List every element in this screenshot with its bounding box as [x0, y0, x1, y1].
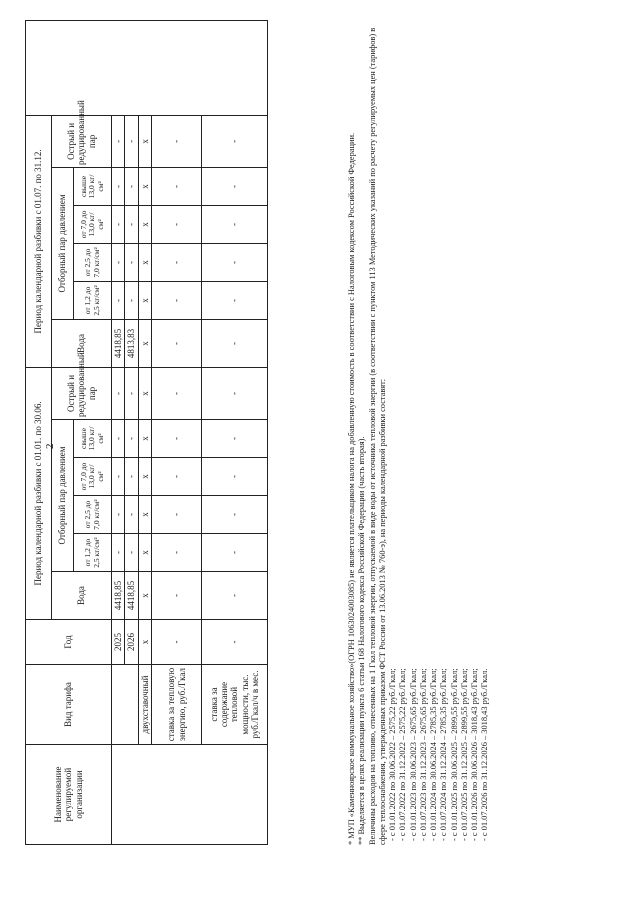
- table-cell: -: [202, 205, 268, 243]
- table-cell: х: [138, 281, 151, 319]
- table-cell: -: [112, 281, 125, 319]
- table-cell: -: [125, 243, 138, 281]
- table-cell: -: [112, 458, 125, 496]
- table-cell: -: [152, 458, 202, 496]
- table-cell: -: [152, 205, 202, 243]
- tariff-cell: ставка за содержание тепловой мощности, тыс. руб./Гкал/ч в мес.: [202, 665, 268, 745]
- header-water-p2: Вода: [52, 319, 112, 367]
- table-cell: х: [138, 243, 151, 281]
- header-steam-range-p1: свыше 13,0 кг/см²: [74, 420, 112, 458]
- header-steam-group-p1: Отборный пар давлением: [52, 420, 74, 572]
- header-period-1: Период календарной разбивки с 01.01. по 30.06.: [26, 367, 52, 619]
- table-cell: -: [112, 420, 125, 458]
- table-cell: х: [138, 319, 151, 367]
- header-steam-range-p1: от 2,5 до 7,0 кг/см²: [74, 496, 112, 534]
- header-steam-range-p2: от 7,0 до 13,0 кг/см²: [74, 205, 112, 243]
- fuel-cost-item: - с 01.07.2022 по 31.12.2022 – 2575,22 руб./Гкал;: [398, 668, 408, 841]
- tariff-table-body: [26, 20, 268, 844]
- table-cell: -: [202, 572, 268, 620]
- table-cell: -: [152, 319, 202, 367]
- header-sharp-steam-p1: Острый и редуцированный пар: [52, 367, 112, 419]
- table-cell: х: [138, 534, 151, 572]
- table-cell: -: [152, 420, 202, 458]
- table-cell: -: [112, 115, 125, 167]
- year-cell: 2025: [112, 620, 125, 665]
- table-cell: х: [138, 167, 151, 205]
- table-cell: х: [138, 367, 151, 419]
- table-cell: -: [112, 167, 125, 205]
- fuel-cost-item: - с 01.01.2024 по 30.06.2024 – 2785,35 руб./Гкал;: [429, 668, 438, 841]
- fuel-cost-item: - с 01.07.2023 по 31.12.2023 – 2675,65 руб./Гкал;: [418, 668, 428, 841]
- header-year: Год: [26, 620, 112, 665]
- header-steam-range-p2: от 2,5 до 7,0 кг/см²: [74, 243, 112, 281]
- table-cell: -: [202, 534, 268, 572]
- table-cell: -: [202, 115, 268, 167]
- year-cell: 2026: [125, 620, 138, 665]
- header-steam-group-p2: Отборный пар давлением: [52, 167, 74, 319]
- year-cell: х: [138, 620, 151, 665]
- table-cell: -: [112, 205, 125, 243]
- tariff-cell: ставка за тепловую энергию, руб./Гкал: [152, 665, 202, 745]
- table-cell: 4418,85: [112, 572, 125, 620]
- fuel-cost-item: - с 01.01.2023 по 30.06.2023 – 2675,65 руб./Гкал;: [408, 668, 418, 841]
- year-cell: -: [202, 620, 268, 665]
- table-cell: -: [152, 572, 202, 620]
- tariff-cell-blank: [112, 665, 139, 745]
- table-cell: х: [138, 205, 151, 243]
- header-steam-range-p2: свыше 13,0 кг/см²: [74, 167, 112, 205]
- table-cell: -: [202, 496, 268, 534]
- fuel-cost-item: - с 01.01.2025 по 30.06.2025 – 2899,55 руб./Гкал;: [449, 668, 459, 841]
- header-org: Наименование регулируемой организации: [26, 745, 112, 845]
- table-cell: -: [125, 458, 138, 496]
- table-cell: -: [202, 281, 268, 319]
- table-cell: 4418,85: [112, 319, 125, 367]
- table-cell: -: [152, 167, 202, 205]
- table-cell: 4813,83: [125, 319, 138, 367]
- table-cell: -: [125, 115, 138, 167]
- table-cell: 4418,85: [125, 572, 138, 620]
- table-cell: -: [125, 367, 138, 419]
- header-steam-range-p1: от 1,2 до 2,5 кг/см²: [74, 534, 112, 572]
- fuel-cost-item: - с 01.01.2026 по 30.06.2026 – 3018,43 руб./Гкал;: [470, 668, 479, 841]
- footnote-fuel-costs: Величины расходов на топливо, отнесенных на 1 Гкал тепловой энергии, отпускаемой в виде воды от источника тепловой энергии (в соответствии с пунктом 113 Методических указаний по расчету регулируемых цен (тарифов) в сфере теплоснабжения, утвержденных приказом ФСТ России от 13.06.2013 № 760-э), на периоды календарной разбивки составят:: [367, 27, 387, 845]
- table-cell: -: [202, 367, 268, 419]
- year-cell: -: [152, 620, 202, 665]
- table-cell: -: [125, 496, 138, 534]
- table-cell: -: [125, 420, 138, 458]
- table-cell: х: [138, 572, 151, 620]
- tariff-cell: двухставочный: [138, 665, 151, 745]
- footnote-vat: * МУП «Каменноярское коммунальное хозяйство»(ОГРН 1063024003085) не является плательщиком налога на добавленную стоимость в соответствии с Налоговым кодексом Российской Федерации.: [347, 132, 356, 845]
- table-cell: -: [152, 243, 202, 281]
- rotated-page-content: [25, 23, 490, 845]
- table-cell: -: [152, 534, 202, 572]
- table-cell: -: [202, 167, 268, 205]
- table-cell: -: [152, 367, 202, 419]
- table-cell: -: [202, 458, 268, 496]
- table-cell: -: [112, 496, 125, 534]
- header-period-2: Период календарной разбивки с 01.07. по 31.12.: [26, 115, 52, 367]
- table-cell: -: [202, 319, 268, 367]
- table-cell: -: [152, 115, 202, 167]
- header-tariff-type: Вид тарифа: [26, 665, 112, 745]
- fuel-cost-item: - с 01.01.2022 по 30.06.2022 – 2575,22 руб./Гкал;: [388, 668, 397, 841]
- table-cell: -: [152, 281, 202, 319]
- table-cell: -: [112, 367, 125, 419]
- table-cell: -: [202, 420, 268, 458]
- table-cell: -: [152, 496, 202, 534]
- table-cell: х: [138, 496, 151, 534]
- table-cell: -: [125, 205, 138, 243]
- table-cell: -: [202, 243, 268, 281]
- footnote-tax-code: ** Выделяется в целях реализации пункта 6 статьи 168 Налогового кодекса Российской Федерации (часть вторая).: [357, 436, 367, 845]
- org-name-cell: [112, 745, 268, 845]
- tariff-table: [25, 20, 268, 845]
- table-cell: х: [138, 458, 151, 496]
- table-cell: -: [125, 534, 138, 572]
- spacer-column: [26, 20, 268, 115]
- page-number: 2: [44, 443, 56, 449]
- table-cell: х: [138, 420, 151, 458]
- fuel-cost-item: - с 01.07.2024 по 31.12.2024 – 2785,35 руб./Гкал;: [439, 668, 449, 841]
- header-steam-range-p1: от 7,0 до 13,0 кг/см²: [74, 458, 112, 496]
- fuel-cost-item: - с 01.07.2025 по 31.12.2025 – 2899,55 руб./Гкал;: [459, 668, 469, 841]
- table-cell: -: [125, 167, 138, 205]
- header-sharp-steam-p2: Острый и редуцированный пар: [52, 115, 112, 167]
- header-water-p1: Вода: [52, 572, 112, 620]
- table-cell: -: [112, 243, 125, 281]
- footnotes: [347, 23, 491, 845]
- table-cell: -: [125, 281, 138, 319]
- table-cell: х: [138, 115, 151, 167]
- table-cell: -: [112, 534, 125, 572]
- fuel-cost-item: - с 01.07.2026 по 31.12.2026 – 3018,43 руб./Гкал.: [480, 668, 490, 841]
- header-steam-range-p2: от 1,2 до 2,5 кг/см²: [74, 281, 112, 319]
